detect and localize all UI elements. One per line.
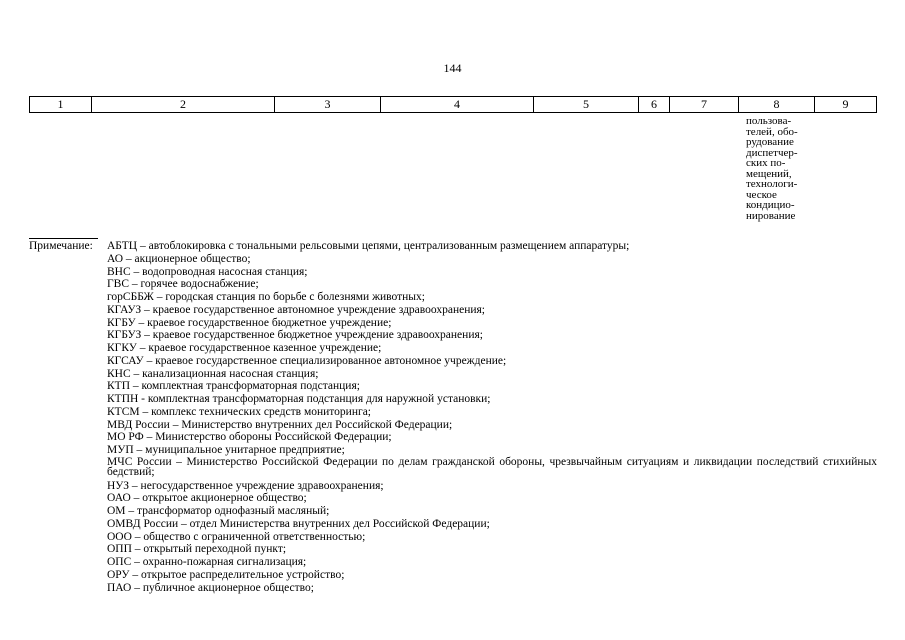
abbreviation-item: АО – акционерное общество; — [107, 252, 251, 265]
column-number-cell: 5 — [534, 97, 639, 113]
abbreviation-item: КГСАУ – краевое государственное специализированное автономное учреждение; — [107, 354, 507, 367]
abbreviation-item: АБТЦ – автоблокировка с тональными рельсовыми цепями, централизованным размещением аппаратуры; — [107, 240, 630, 252]
abbreviation-list — [29, 253, 877, 595]
column-number-cell: 1 — [30, 97, 92, 113]
column-number-cell: 8 — [739, 97, 815, 113]
abbreviation-item: МВД России – Министерство внутренних дел Российской Федерации; — [107, 418, 453, 431]
abbreviation-item: ОРУ – открытое распределительное устройство; — [107, 568, 345, 581]
column-number-cell: 7 — [670, 97, 739, 113]
abbreviation-item: МУП – муниципальное унитарное предприятие; — [107, 444, 345, 456]
column-number-cell: 6 — [639, 97, 670, 113]
abbreviation-item: ГВС – горячее водоснабжение; — [107, 278, 259, 291]
abbreviation-item: ОМВД России – отдел Министерства внутренних дел Российской Федерации; — [107, 517, 490, 530]
abbreviation-item: МЧС России – Министерство Российской Федерации по делам гражданской обороны, чрезвычайным ситуациям и ликвидации последствий стихийных бедствий; — [107, 455, 877, 478]
abbreviation-item: МО РФ – Министерство обороны Российской Федерации; — [107, 431, 392, 444]
column-number-cell: 3 — [275, 97, 381, 113]
column-8-continuation-text: пользова- телей, обо- рудование диспетчер- ских по- мещений, технологи- ческое кондицио- нирование — [746, 115, 798, 222]
column-number-cell: 9 — [815, 97, 877, 113]
abbreviation-item: КТП – комплектная трансформаторная подстанция; — [107, 380, 360, 393]
abbreviation-item: ОПП – открытый переходной пункт; — [107, 543, 287, 556]
page-number: 144 — [443, 61, 462, 75]
abbreviation-item: ОПС – охранно-пожарная сигнализация; — [107, 556, 307, 568]
abbreviation-item: КГБУЗ – краевое государственное бюджетное учреждение здравоохранения; — [107, 329, 483, 342]
abbreviation-item: ОМ – трансформатор однофазный масляный; — [107, 505, 330, 517]
abbreviation-item: КГБУ – краевое государственное бюджетное учреждение; — [107, 316, 392, 329]
abbreviation-item: ОАО – открытое акционерное общество; — [107, 492, 307, 505]
column-number-table — [29, 96, 877, 113]
abbreviation-item: КГКУ – краевое государственное казенное учреждение; — [107, 342, 382, 354]
footnote-divider — [29, 238, 98, 239]
abbreviation-item: ПАО – публичное акционерное общество; — [107, 581, 314, 594]
abbreviations-note — [29, 240, 877, 594]
abbreviation-item: ВНС – водопроводная насосная станция; — [107, 265, 308, 278]
abbreviation-item: КНС – канализационная насосная станция; — [107, 367, 319, 380]
note-label: Примечание: — [29, 240, 93, 252]
column-number-row — [30, 97, 877, 113]
abbreviation-item: горСББЖ – городская станция по борьбе с болезнями животных; — [107, 291, 425, 303]
note-first-line — [29, 240, 877, 253]
abbreviation-item: КТПН - комплектная трансформаторная подстанция для наружной установки; — [107, 393, 491, 405]
column-number-cell: 4 — [381, 97, 534, 113]
column-number-cell: 2 — [92, 97, 275, 113]
abbreviation-item: КТСМ – комплекс технических средств мониторинга; — [107, 405, 371, 418]
abbreviation-item: КГАУЗ – краевое государственное автономное учреждение здравоохранения; — [107, 303, 486, 316]
abbreviation-item: ООО – общество с ограниченной ответственностью; — [107, 530, 366, 543]
abbreviation-item: НУЗ – негосударственное учреждение здравоохранения; — [107, 479, 384, 492]
